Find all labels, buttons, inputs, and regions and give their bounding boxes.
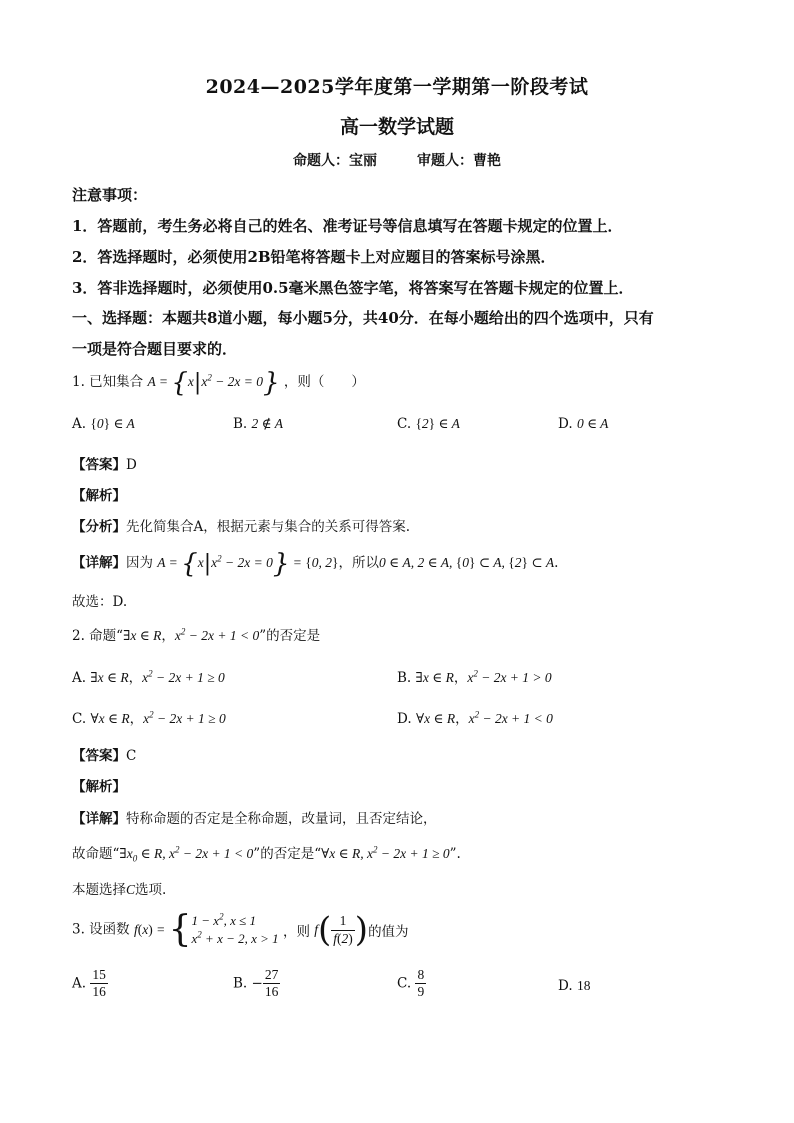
q2-option-b: B. ∃x ∈ R，$x^2 - 2x + 1 > 0$ <box>397 668 552 686</box>
author-reviewer: 审题人：曹艳 <box>417 153 501 169</box>
q2-stem: 2. 命题“∃x ∈ R，$x^2 - 2x + 1 < 0$”的否定是 <box>72 626 321 644</box>
q3-piecewise: $1 - x^2$, x ≤ 1 $x^2 + x - 2$, x > 1 <box>191 912 279 946</box>
section1-line1: 一、选择题：本题共8道小题，每小题5分，共40分．在每小题给出的四个选项中，只有 <box>72 309 654 327</box>
q1-set-def: $A = \{x|x^2 - 2x = 0\}$ <box>147 368 280 398</box>
section1-line2: 一项是符合题目要求的． <box>72 340 238 358</box>
q3-option-b: B. − $\frac{27}{16}$ <box>233 967 279 1000</box>
q1-answer: 【答案】D <box>72 457 137 473</box>
authors <box>0 150 794 170</box>
q1-option-c: C. {2} ∈ A <box>397 416 460 432</box>
q1-option-d: D. 0 ∈ A <box>558 416 609 432</box>
q1-xiangjie: 【详解】因为 $A = \{x|x^2 - 2x = 0\} = \{0$, 2}，所以0 ∈ A, 2 ∈ A, {0} ⊂ A, {2} ⊂ A. <box>72 549 559 579</box>
q2-option-a: A. ∃x ∈ R，$x^2 - 2x + 1 \ge 0$ <box>72 668 225 686</box>
notice-item-1: 1．答题前，考生务必将自己的姓名、准考证号等信息填写在答题卡规定的位置上． <box>72 217 623 235</box>
exam-title: 2024—2025学年度第一学期第一阶段考试 <box>205 76 589 98</box>
q3-option-c: C. $\frac{8}{9}$ <box>397 967 425 1000</box>
q1-option-a: A. {0} ∈ A <box>72 416 135 432</box>
q1-stem: 1. 已知集合 $A = \{x|x^2 - 2x = 0\}$ ，则（ ） <box>72 368 365 398</box>
q3-option-d: D. 18 <box>558 978 591 994</box>
q1-option-b: B. 2 ∉ A <box>233 416 284 432</box>
q2-option-d: D. ∀x ∈ R，$x^2 - 2x + 1 < 0$ <box>397 709 553 727</box>
notice-item-3: 3．答非选择题时，必须使用0.5毫米黑色签字笔，将答案写在答题卡规定的位置上． <box>72 279 634 297</box>
q1-conclusion: 故选：D. <box>72 594 128 610</box>
notice-heading: 注意事项： <box>72 186 148 204</box>
q3-option-a: A. $\frac{15}{16}$ <box>72 967 106 1000</box>
q2-option-c: C. ∀x ∈ R，$x^2 - 2x + 1 \ge 0$ <box>72 709 226 727</box>
q1-analysis-tag: 【解析】 <box>72 488 126 504</box>
author-setter: 命题人：宝丽 <box>293 153 377 169</box>
q2-xiangjie: 【详解】特称命题的否定是全称命题，改量词，且否定结论， <box>72 811 437 827</box>
q2-analysis-tag: 【解析】 <box>72 779 126 795</box>
q1-fenxi: 【分析】先化简集合A，根据元素与集合的关系可得答案. <box>72 519 411 535</box>
q2-answer: 【答案】C <box>72 748 137 764</box>
q2-xiangjie-line2: 故命题“$\exists x_0$ ∈ R, $x^2 - 2x + 1 < 0$”的否定是“∀x ∈ R, $x^2 - 2x + 1 \ge 0$”. <box>72 844 461 864</box>
exam-subtitle: 高一数学试题 <box>339 116 454 138</box>
q3-stem: 3. 设函数 f(x) = { $1 - x^2$, x ≤ 1 $x^2 + x - 2$, x > 1 ，则 f( $\frac{1}{f(2)}$ )的值为 <box>72 909 409 950</box>
notice-item-2: 2．答选择题时，必须使用2B铅笔将答题卡上对应题目的答案标号涂黑． <box>72 248 556 266</box>
q2-conclusion: 本题选择C选项. <box>72 882 167 898</box>
